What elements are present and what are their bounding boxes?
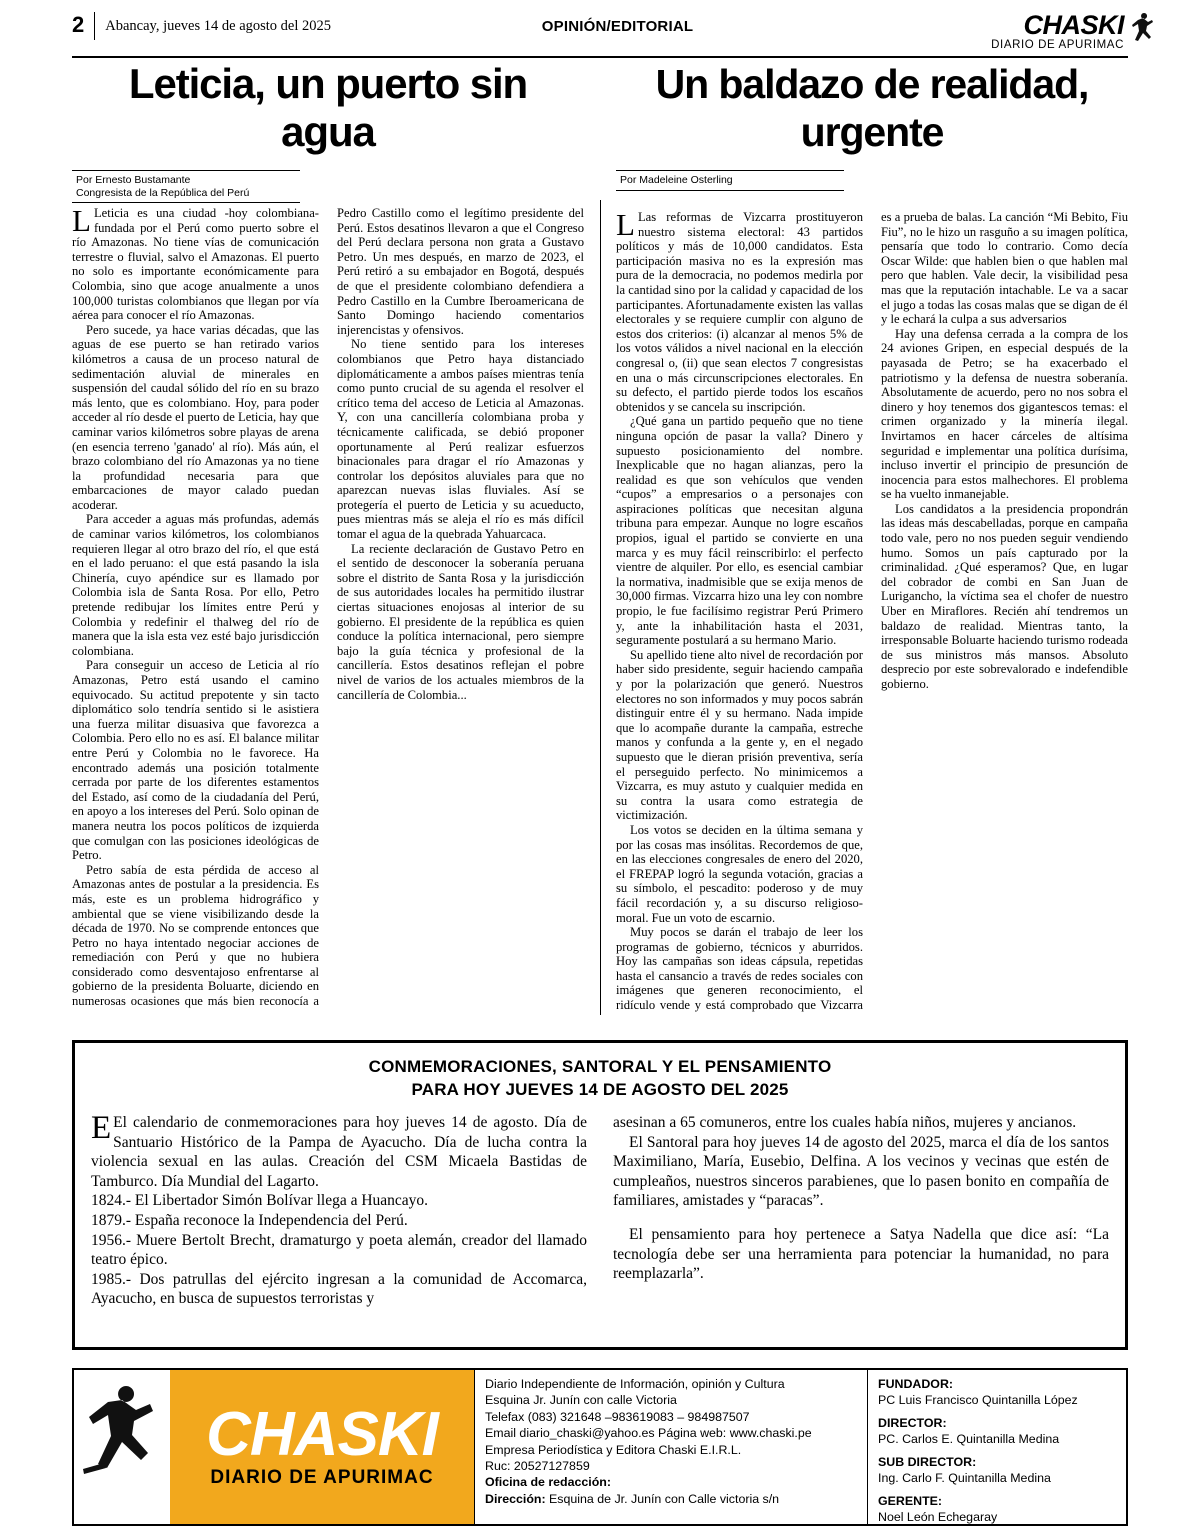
- footer-info-line: Empresa Periodística y Editora Chaski E.I.R.L.: [485, 1442, 742, 1457]
- footer-runner-cell: [74, 1370, 170, 1524]
- paragraph: Los candidatos a la presidencia propondrán las ideas más descabelladas, porque en campaña todo vale, pero no nos pueden seguir vendiendo humo. Somos un país capturado por la criminalidad. ¿Qué esperamos? Que, en lugar del cobrador de combi en San Juan de Lurigancho, la víctima sea el chofer de nuestro Uber en Miraflores. Recién ahí tendremos un baldazo de realidad. Mientras tanto, la irresponsable Boluarte haciendo turismo rodeada de sus ministros más mansos. Absoluto desprecio por este sobrevalorado e indefendible gobierno.: [881, 501, 1128, 691]
- footer-staff: [868, 1370, 1126, 1524]
- conmemoraciones-title-line1: CONMEMORACIONES, SANTORAL Y EL PENSAMIENTO: [368, 1057, 832, 1076]
- column-divider: [600, 200, 601, 1015]
- footer-info-line: Esquina Jr. Junín con calle Victoria: [485, 1393, 677, 1408]
- paragraph-text: El calendario de conmemoraciones para hoy jueves 14 de agosto. Día de Santuario Histórico de la Pampa de Ayacucho. Día de lucha contra la violencia sexual en las aulas. Creación del CSM Micaela Bastidas de Tamburco. Día Mundial del Lagarto.: [91, 1114, 587, 1190]
- page-number: 2: [72, 12, 85, 37]
- footer-info-line: Email diario_chaski@yahoo.es Página web: www.chaski.pe: [485, 1426, 812, 1441]
- editorial-right: [616, 60, 1128, 1015]
- staff-person: PC. Carlos E. Quintanilla Medina: [878, 1432, 1060, 1446]
- paragraph: 1879.- España reconoce la Independencia del Perú.: [91, 1211, 408, 1229]
- paragraph: No tiene sentido para los intereses colombianos que Petro haya distanciado diplomáticamente a ambos países mientras tenía como punto crucial de su agenda el resolver el crítico tema del acceso de Leticia al Amazonas. Y, con una cancillería colombiana proba y técnicamente calificada, se debió proponer oportunamente al Perú realizar esfuerzos binacionales para dragar el río Amazonas y controlar los depósitos aluviales para que no aparezcan nuevas islas fluviales. Así se protegería el puerto de Leticia y su acueducto, pues mientras más se aleja el río es más difícil tomar el agua de la quebrada Yahuarcaca.: [337, 337, 584, 542]
- paragraph: El Santoral para hoy jueves 14 de agosto del 2025, marca el día de los santos Maximiliano, María, Eusebio, Delfina. A los vecinos y vecinas que estén de cumpleaños, nuestros sinceros parabienes, que lo pasen bonito en compañía de familiares, amistades y “paracas”.: [613, 1133, 1109, 1210]
- footer-logo-cell: [74, 1370, 475, 1524]
- footer-brand-sub: DIARIO DE APURIMAC: [210, 1467, 434, 1488]
- conmemoraciones-title-line2: PARA HOY JUEVES 14 DE AGOSTO DEL 2025: [411, 1080, 789, 1099]
- staff-role: DIRECTOR:: [878, 1416, 947, 1430]
- editorial-left-byline: [72, 170, 300, 203]
- footer-address-label: Dirección:: [485, 1491, 546, 1506]
- paragraph: asesinan a 65 comuneros, entre los cuales había niños, mujeres y ancianos.: [613, 1114, 1077, 1131]
- paragraph: 1956.- Muere Bertolt Brecht, dramaturgo y poeta alemán, creador del llamado teatro épico.: [91, 1231, 587, 1269]
- masthead-brand: [904, 12, 1128, 52]
- paragraph: Petro sabía de esta pérdida de acceso al Amazonas antes de postular a la presidencia. Es más, este es un problema hidrográfico y ambiental que se viene visibilizando desde la década de 1970. No se comprende entonces que Petro no haya intentado negociar acciones de remediación con Perú y que no hubiera considerado como desventajoso enfrentarse al gobierno de la presidenta Boluarte, diciendo en numerosas ocasiones que más bien reconocía a Pedro Castillo como el legítimo presidente del Perú. Estos desatinos llevaron a que el Congreso del Perú declara persona non grata a Gustavo Petro. Un mes después, en marzo de 2023, el Perú retiró a su embajador en Bogotá, después de que el presidente colombiano defendiera a Pedro Castillo en la Cumbre Iberoamericana de Santo Domingo haciendo comentarios injerencistas y ofensivos.: [72, 206, 584, 1009]
- editorial-right-byline: [616, 170, 844, 191]
- chaski-runner-icon: [82, 1378, 162, 1498]
- paragraph: El pensamiento para hoy pertenece a Satya Nadella que dice así: “La tecnología debe ser una herramienta para potenciar la humanidad, no para reemplazarla”.: [613, 1225, 1109, 1283]
- paragraph: 1824.- El Libertador Simón Bolívar llega a Huancayo.: [91, 1192, 429, 1210]
- byline-role: Congresista de la República del Perú: [76, 186, 250, 199]
- paragraph: Muy pocos se darán el trabajo de leer los programas de gobierno, técnicos y aburridos. Hoy las campañas son ideas cápsula, repetidas hasta el cansancio a través de redes sociales con imágenes que generen reconocimiento, el ridículo vende y está comprobado que Vizcarra es a prueba de balas. La canción “Mi Bebito, Fiu Fiu”, no le hizo un rasguño a su imagen política, pensaría que todo lo contrario. Como decía Oscar Wilde: que hablen bien o que hablen mal pero que hablen. Vale decir, la visibilidad pesa mas que la reputación intachable. Le va a sacar el jugo a todas las cosas malas que se digan de él y le echará la culpa a sus adversarios: [616, 210, 1128, 1013]
- editorial-left-title: Leticia, un puerto sin agua: [128, 60, 528, 155]
- footer-address: [485, 1491, 859, 1507]
- chaski-runner-icon: [1130, 10, 1156, 48]
- paragraph: ¿Qué gana un partido pequeño que no tiene ninguna opción de pasar la valla? Dinero y supuesto posicionamiento del nombre. Inexplicable que no hagan alianzas, pero la realidad es que son vehículos que venden “cupos” a empresarios o a personajes con aspiraciones políticas que necesitan alguna tribuna para empezar. Aunque no logre escaños propios, igual el partido se convierte en una marca y es muy fácil reinscribirlo: el perfecto vientre de alquiler. Por ello, es esencial cambiar la normativa, inadmisible que se exija menos de 30,000 firmas. Vizcarra hizo una ley con nombre propio, le fue facilísimo registrar Perú Primero y, ante la inhabilitación hasta el 2031, seguramente postulará a su hermano Mario.: [616, 414, 863, 648]
- paragraph-text: Las reformas de Vizcarra prostituyeron nuestro sistema electoral: 43 partidos políticos y más de 10,000 candidatos. Esta participación masiva no es la expresión mas pura de la democracia, no podemos medirla por la cantidad sino por la calidad y capacidad de los participantes. Afortunadamente existen las vallas electorales y se requiere cumplir con alguno de estos dos criterios: (i) alcanzar al menos 5% de los votos válidos a nivel nacional en la elección congresal o, (ii) que sean electos 7 congresistas en una o más circunscripciones electorales. En su defecto, el partido pierde todos los escaños obtenidos y se cancela su inscripción.: [616, 210, 863, 414]
- staff-role: GERENTE:: [878, 1494, 943, 1508]
- editorial-section: [72, 60, 1128, 1015]
- footer-brand-name: CHASKI: [206, 1400, 438, 1469]
- staff-person: Ing. Carlo F. Quintanilla Medina: [878, 1471, 1051, 1485]
- staff-role: SUB DIRECTOR:: [878, 1455, 977, 1469]
- footer-address-value: Esquina de Jr. Junín con Calle victoria s/n: [545, 1491, 780, 1506]
- editorial-left: [72, 60, 584, 1015]
- footer-info: [475, 1370, 868, 1524]
- paragraph-text: Leticia es una ciudad -hoy colombiana- fundada por el Perú como puerto sobre el río Amazonas. No tiene vías de comunicación terrestre o fluvial, salvo el Amazonas. El puerto no solo es importante económicamente para Colombia, sino que acoge anualmente a unos 100,000 turistas colombianos que llegan por vía aérea para conocer el río Amazonas.: [72, 206, 319, 323]
- dropcap: L: [616, 207, 635, 242]
- staff-role: FUNDADOR:: [878, 1377, 954, 1391]
- conmemoraciones-body: [91, 1110, 1109, 1358]
- paragraph: [72, 203, 319, 323]
- footer: [72, 1368, 1128, 1526]
- conmemoraciones-box: [72, 1040, 1128, 1350]
- paragraph: Su apellido tiene alto nivel de recordación por haber sido presidente, seguir haciendo campaña y por la polarización que generó. Nuestros electores no son informados y muy pocos sabrán distinguir entre él y su hermano. Nada impide que lo acompañe durante la campaña, estreche manos y confunda a la gente y, en el negado supuesto que le dieran prisión preventiva, sería el perseguido perfecto. No minimicemos a Vizcarra, es muy astuto y cualquier medida en su contra la usara como estrategia de victimización.: [616, 647, 863, 823]
- byline-author: Por Ernesto Bustamante: [76, 174, 191, 186]
- staff-person: Noel León Echegaray: [878, 1510, 998, 1524]
- footer-brand-block: [170, 1370, 474, 1524]
- paragraph: Para acceder a aguas más profundas, además de caminar varios kilómetros, los colombianos requieren llegar al otro brazo del río, el que está en el lado peruano: el que está pasando la isla Chinería, cuyo apéndice sur es llamado por Colombia isla de Santa Rosa. Por ello, Petro pretende redibujar los límites entre Perú y Colombia y redefinir el thalweg del río de manera que la isla esta vez esté bajo jurisdicción colombiana.: [72, 512, 319, 658]
- dropcap: E: [91, 1110, 112, 1146]
- masthead: [72, 12, 1128, 58]
- editorial-right-title: Un baldazo de realidad, urgente: [655, 61, 1089, 155]
- masthead-place-date: Abancay, jueves 14 de agosto del 2025: [94, 12, 331, 40]
- paragraph: 1985.- Dos patrullas del ejército ingresan a la comunidad de Accomarca, Ayacucho, en busca de supuestos terroristas y: [91, 1270, 587, 1308]
- masthead-section: OPINIÓN/EDITORIAL: [541, 18, 694, 35]
- brand-subtitle: DIARIO DE APURIMAC: [991, 39, 1124, 51]
- paragraph: [616, 207, 863, 414]
- paragraph: Los votos se deciden en la última semana y por las cosas mas insólitas. Recordemos de que, en las elecciones congresales de enero del 2020, el FREPAP logró la segunda votación, gracias a su símbolo, el pescadito: poderoso y de muy fácil recordación y, a su discurso religioso-moral. Fue un voto de escarnio.: [616, 822, 863, 925]
- paragraph: Hay una defensa cerrada a la compra de los 24 aviones Gripen, en especial después de la payasada de Petro; se ha exacerbado el patriotismo y la defensa de nuestra soberanía. Absolutamente de acuerdo, pero no nos sobra el dinero y hoy tenemos dos gigantescos temas: el crimen organizado y la minería ilegal. Invirtamos en hacer cárceles de altísima seguridad e implementar una política durísima, incluso invertir el principio de presunción de inocencia para estos malhechores. El problema se ha vuelto inmanejable.: [881, 326, 1128, 502]
- paragraph: [91, 1110, 587, 1191]
- footer-info-line: Ruc: 20527127859: [485, 1459, 590, 1474]
- paragraph: Para conseguir un acceso de Leticia al río Amazonas, Petro está usando el camino equivocado. Su actitud prepotente y sin tacto diplomático solo tendría sentido si le asistiera una fuerza militar disuasiva que favorezca a Colombia. Pero ello no es así. El balance militar entre Perú y Colombia no le favorece. Ha encontrado además una posición totalmente cerrada por parte de los diferentes estamentos del Estado, así como de la ciudadanía del Perú, en apoyo a los intereses del Perú. Solo opinan de manera neutra los pocos políticos de izquierda que comulgan con las posiciones ideológicas de Petro.: [72, 658, 319, 863]
- byline-author: Por Madeleine Osterling: [620, 174, 733, 186]
- footer-office-label: [485, 1474, 859, 1490]
- dropcap: L: [72, 203, 91, 238]
- brand-name: CHASKI: [1023, 10, 1124, 40]
- editorial-right-body: [616, 207, 1128, 1016]
- footer-office-label-text: Oficina de redacción:: [485, 1475, 612, 1490]
- paragraph: La reciente declaración de Gustavo Petro en el sentido de desconocer la soberanía peruana sobre el distrito de Santa Rosa y la jurisdicción de sus autoridades locales ha permitido ilustrar ciertas situaciones enojosas al interior de su gobierno. El presidente de la república es quien conduce la política internacional, pero siempre bajo la guía técnica y profesional de la cancillería. Estos desatinos reflejan el pobre nivel de varios de los actuales miembros de la cancillería de Colombia...: [337, 541, 584, 702]
- paragraph: Pero sucede, ya hace varias décadas, que las aguas de ese puerto se han retirado varios kilómetros a causa de un proceso natural de sedimentación aluvial de minerales en suspensión del caudal sólido del río en su brazo más lento, que es colombiano. Hoy, para poder acceder al río desde el puerto de Leticia, hay que caminar varios kilómetros sobre playas de arena (en esencia terreno 'ganado' al río). Más aún, el brazo colombiano del río Amazonas ya no tiene la profundidad necesaria para que embarcaciones de mayor calado puedan acoderar.: [72, 322, 319, 512]
- editorial-left-body: [72, 203, 584, 1012]
- footer-info-line: Diario Independiente de Información, opinión y Cultura: [485, 1377, 785, 1391]
- staff-person: PC Luis Francisco Quintanilla López: [878, 1393, 1078, 1407]
- footer-info-line: Telefax (083) 321648 –983619083 – 984987507: [485, 1409, 750, 1424]
